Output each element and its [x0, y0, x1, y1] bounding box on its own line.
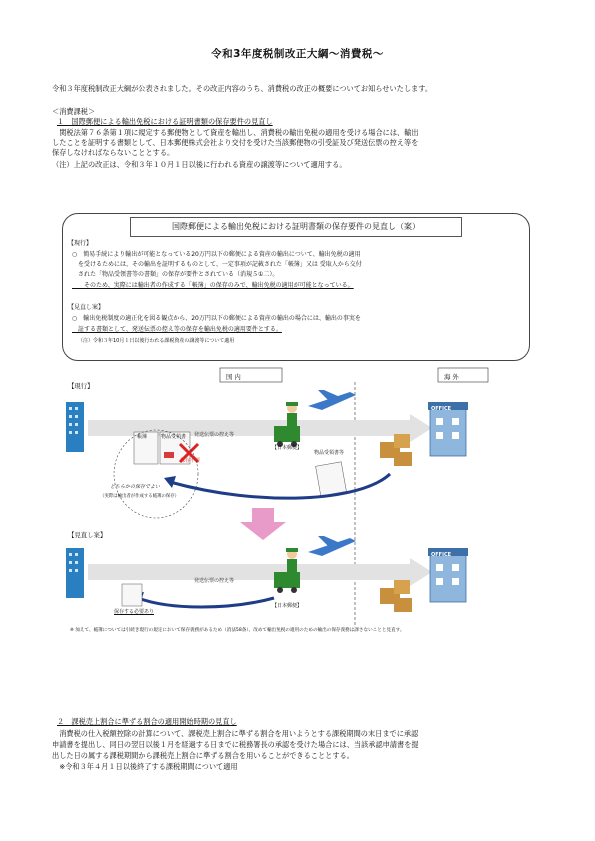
revised-line: ○ 輸出免税制度の適正化を図る観点から、20万円以下の郵便による資産の輸出の場合には、輸出の事実を	[72, 315, 361, 322]
page-title: 令和3年度税制改正大綱〜消費税〜	[211, 48, 384, 60]
receipt-docs-label: 物品受領書等	[314, 450, 345, 456]
office-label: OFFICE	[431, 406, 452, 412]
office-label: OFFICE	[431, 552, 452, 558]
book-label: 帳簿	[137, 434, 148, 440]
transition-arrow	[240, 508, 286, 540]
item2-line: 出した日の属する課税期間から課税売上割合に準ずる割合を用いることができることとする。	[52, 751, 354, 760]
item1-line: したことを証明する書類として、日本郵便株式会社より交付を受けた当該郵便物の引受証及び発送伝票の控え等を	[52, 138, 419, 147]
intro-text: 令和３年度税制改正大綱が公表されました。その改正内容のうち、消費税の改正の概要についてお知らせいたします。	[52, 84, 433, 93]
waybill-copy-icon	[122, 584, 142, 606]
japan-post-label: 【日本郵便】	[272, 445, 303, 451]
current-line: ○ 簡易手続により輸出が可能となっている20万円以下の郵便による資産の輸出について、輸出免税の適用	[72, 251, 361, 258]
revised-note: （注）令和３年10月１日以後行われる課税資産の譲渡等について適用	[78, 338, 235, 344]
current-label: 【現行】	[68, 240, 93, 247]
item1-note: （注）上記の改正は、令和３年１０月１日以後に行われる資産の譲渡等について適用する。	[52, 160, 347, 169]
item1-line: 保存しなければならないこととする。	[52, 148, 175, 157]
receipt-docs-icon	[316, 462, 347, 496]
item2-line: 申請書を提出し、同日の翌日以後１月を経過する日までに税務署長の承認を受けた場合には、当該承認申請書を提	[52, 740, 419, 749]
revised-label: 【見直し案】	[68, 304, 105, 311]
return-arrow-revised	[138, 598, 274, 607]
airplane-icon	[308, 390, 356, 410]
not-required-label: 保存不要	[180, 458, 201, 464]
export-diagram	[60, 362, 530, 642]
parcel-icon	[380, 434, 412, 466]
revised-diagram-label: 【見直し案】	[68, 531, 107, 539]
current-diagram-label: 【現行】	[68, 382, 94, 390]
current-line: を受けるためには、その輸出を証明するものとして、一定事項が記載された「帳簿」又は 受取人から交付	[72, 261, 362, 268]
item2-note: ※令和３年４月１日以後終了する課税期間について適用	[52, 762, 238, 771]
current-line: そのため、実際には輸出者の作成する「帳簿」の保存のみで、輸出免税の適用が可能となっている。	[72, 282, 354, 289]
return-arrow-current	[170, 474, 390, 498]
stamp-icon	[164, 452, 174, 458]
item1-line: 関税法第７６条第１項に規定する郵便物として資産を輸出し、消費税の輸出免税の適用を受ける場合には、輸出	[52, 128, 419, 137]
item2-line: 消費税の仕入税額控除の計算について、課税売上割合に準ずる割合を用いようとする課税期間の末日までに承認	[52, 729, 419, 738]
either-note: （実際は輸出者が作成する帳簿の保存）	[100, 494, 180, 499]
waybill-copy-label: 発送伝票の控え等	[194, 432, 235, 438]
parcel-icon	[380, 580, 412, 612]
building-icon	[66, 402, 84, 452]
waybill-copy-label: 発送伝票の控え等	[194, 578, 235, 584]
diagram-footnote: ※ 加えて、帳簿については引続き現行の規定において保存義務があるため（消法58条）、改めて輸出免税の適用のための輸出の保存義務は課さないことと見直す。	[70, 628, 405, 633]
revised-line: 証する書類として、発送伝票の控え等の保存を輸出免税の適用要件とする。	[72, 326, 282, 333]
current-line: された「物品受領書等の書類」の保存が要件とされている（消規５①二）。	[72, 271, 279, 278]
airplane-icon	[308, 536, 356, 556]
flow-arrow-revised	[88, 558, 432, 586]
must-keep-label: 保存する必要あり	[114, 609, 155, 615]
section-heading: ＜消費課税＞	[52, 107, 96, 116]
building-icon	[66, 548, 84, 598]
japan-post-label: 【日本郵便】	[272, 603, 303, 609]
summary-box-title: 国際郵便による輸出免税における証明書類の保存要件の見直し（案）	[130, 217, 462, 237]
either-label: どちらかの保存でよい	[110, 484, 161, 490]
item1-heading: １ 国際郵便による輸出免税における証明書類の保存要件の見直し	[57, 117, 273, 126]
receipt-small-label: 物品受領書	[161, 434, 187, 440]
domestic-header: 国 内	[226, 373, 241, 381]
overseas-header: 海 外	[444, 373, 459, 381]
item2-heading: ２ 課税売上割合に準ずる割合の適用開始時期の見直し	[57, 717, 237, 726]
